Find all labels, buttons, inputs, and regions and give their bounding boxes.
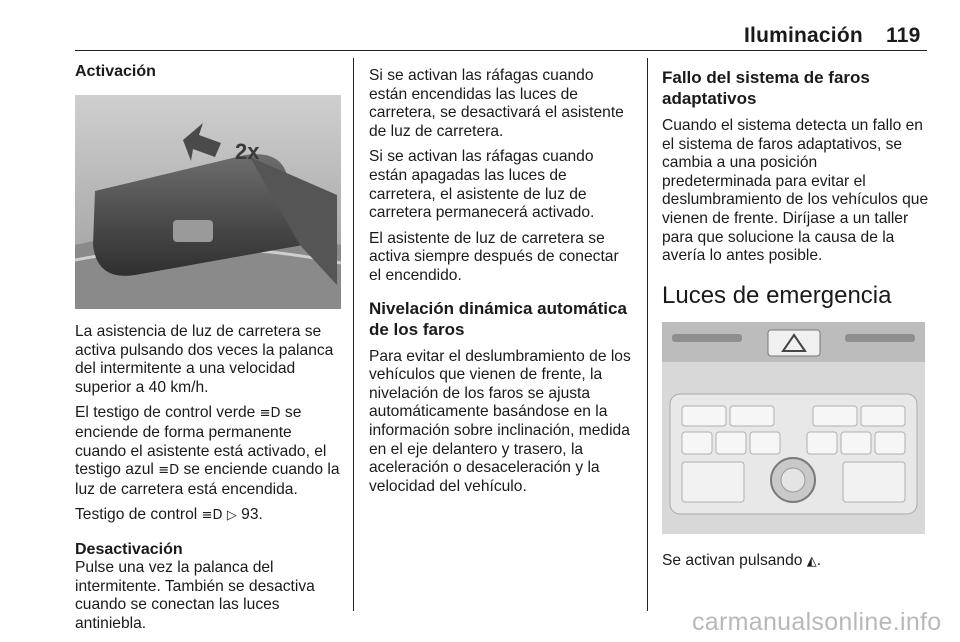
lever-illustration <box>75 95 341 309</box>
console-illustration <box>662 322 925 534</box>
paragraph: Si se activan las ráfagas cuando están apagadas las luces de carretera, el asistente de luz de carretera permanecerá activado. <box>369 148 595 222</box>
paragraph: Testigo de control ≡D ▷ 93. <box>75 506 263 524</box>
section-heading-deactivation: Desactivación <box>75 540 183 558</box>
section-heading-leveling: Nivelación dinámica automática de los faros <box>369 298 627 339</box>
paragraph: Se activan pulsando ◭. <box>662 551 822 569</box>
chapter-title: Iluminación <box>744 24 863 47</box>
paragraph: La asistencia de luz de carretera se activa pulsando dos veces la palanca del intermitente a una velocidad superior a 40 km/h. <box>75 323 334 396</box>
paragraph: El testigo de control verde ≡D se enciende de forma permanente cuando el asistente está activado, el testigo azul ≡D se enciende cuando la luz de carretera está encendida. <box>75 404 340 498</box>
column-divider-2 <box>647 58 648 611</box>
section-heading-afl-failure: Fallo del sistema de faros adaptativos <box>662 68 870 108</box>
left-column <box>75 62 341 640</box>
hazard-warning-icon: ◭ <box>806 553 817 569</box>
page-number: 119 <box>886 24 921 47</box>
page-reference-icon: ▷ <box>226 508 237 524</box>
paragraph: Pulse una vez la palanca del intermitente. También se desactiva cuando se conectan las luces antiniebla. <box>75 558 315 632</box>
paragraph: Si se activan las ráfagas cuando están encendidas las luces de carretera, se desactivará el asistente de luz de carretera. <box>369 67 624 140</box>
page-reference: 93. <box>241 506 263 524</box>
high-beam-icon: ≡D <box>158 463 180 479</box>
figure-label-2x: 2x <box>235 139 260 164</box>
high-beam-assist-icon: ≡D <box>201 508 223 524</box>
paragraph: Cuando el sistema detecta un fallo en el sistema de faros adaptativos, se cambia a una posición predeterminada para evitar el deslumbramiento de los vehículos que vienen de frente. Diríjase a un taller para que solucione la causa de la avería lo antes posible. <box>662 117 929 265</box>
right-column <box>662 67 930 578</box>
header-rule <box>75 50 927 51</box>
middle-column <box>369 67 635 503</box>
high-beam-assist-icon: ≡D <box>259 406 281 422</box>
paragraph: El asistente de luz de carretera se activa siempre después de conectar el encendido. <box>369 229 619 284</box>
section-heading-activation: Activación <box>75 63 156 80</box>
lever-figure <box>75 95 341 309</box>
paragraph: Para evitar el deslumbramiento de los vehículos que vienen de frente, la nivelación de los faros se ajusta automáticamente basándose en la información sobre inclinación, medida en el eje delantero y trasero, la aceleración o desaceleración y la velocidad del vehículo. <box>369 347 631 495</box>
lever-button <box>173 220 213 242</box>
column-divider-1 <box>353 58 354 611</box>
watermark: carmanualsonline.info <box>692 608 942 636</box>
section-title-hazard-lights: Luces de emergencia <box>662 281 892 309</box>
console-figure <box>662 322 925 534</box>
